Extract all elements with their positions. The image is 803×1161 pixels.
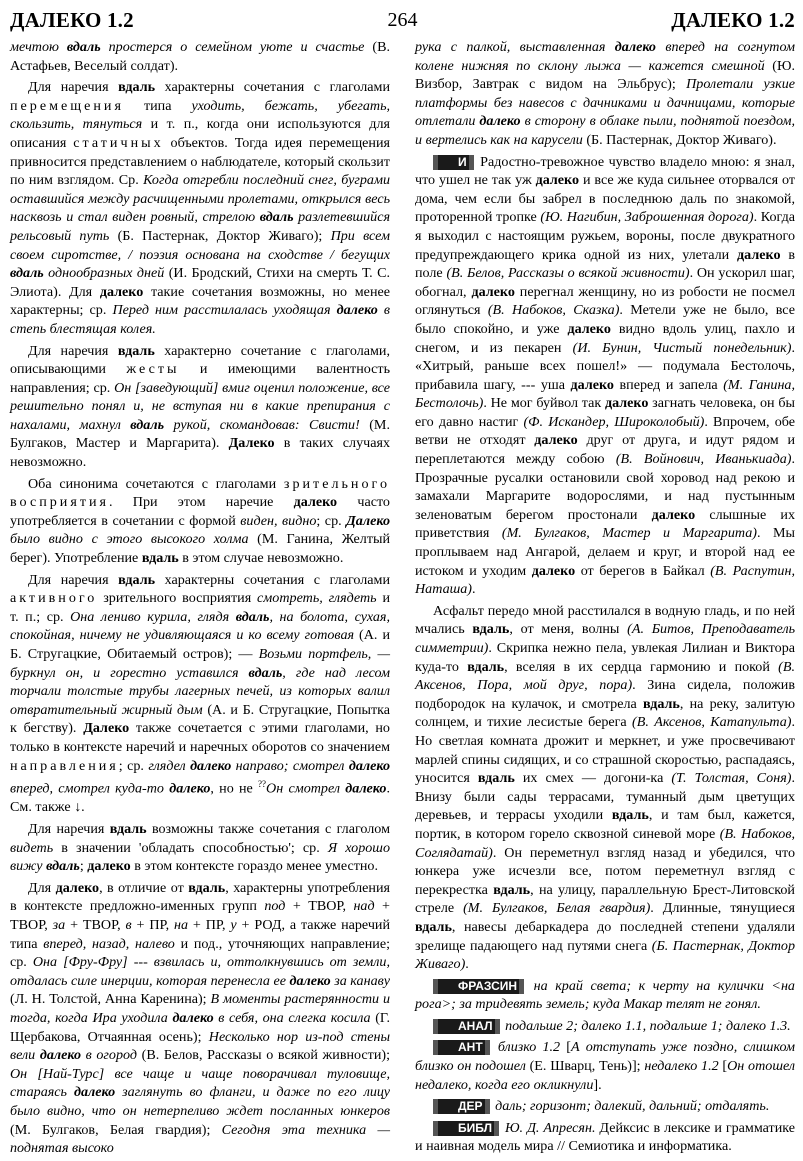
paragraph: АНАЛ подальше 2; далеко 1.1, подальше 1; далеко 1.3.	[415, 1017, 795, 1036]
header-right-entry: ДАЛЕКО 1.2	[671, 7, 795, 32]
paragraph: Оба синонима сочетаются с глаголами зрительного восприятия. При этом наречие далеко часто употребляется в сочетании с формой виден, видно; ср. Далеко было видно с этого высокого холма (М. Ганина, Желтый берег). Употребление вдаль в этом случае невозможно.	[10, 475, 390, 567]
paragraph: БИБЛ Ю. Д. Апресян. Дейксис в лексике и грамматике и наивная модель мира // Семиотика и информатика.	[415, 1119, 795, 1155]
left-column	[10, 38, 390, 1161]
paragraph: рука с палкой, выставленная далеко вперед на согнутом колене нижняя по склону лыжа — кажется смешной (Ю. Визбор, Завтрак с видом на Эльбрус); Пролетали узкие платформы без навесов с дачниками и дачницами, которые отлетали далеко в сторону в облаке пыли, поднятой поездом, и вертелись как на карусели (Б. Пастернак, Доктор Живаго).	[415, 39, 796, 148]
paragraph: Для наречия вдаль характерны сочетания с глаголами перемещения типа уходить, бежать, убегать, скользить, тянуться и т. п., когда они используются для описания статичных объектов. Тогда идея перемещения привносится представлением о наблюдателе, который скользит по ним взглядом. Ср. Когда отгребли последний снег, буграми оставшийся между расчищенными пролетами, открылся весь насквозь и стал виден ровный, стрелою вдаль разлетевшийся рельсовый путь (Б. Пастернак, Доктор Живаго); При всем своем сиротстве, / поэзия основана на сходстве / бегущих вдаль однообразных дней (И. Бродский, Стихи на смерть Т. С. Элиота). Для далеко такие сочетания возможны, но менее характерны; ср. Перед ним расстилалась уходящая далеко в степь блестящая колея.	[10, 79, 391, 337]
right-column	[415, 38, 795, 1161]
paragraph: Для наречия вдаль характерны сочетания с глаголами активного зрительного восприятия смотреть, глядеть и т. п.; ср. Она лениво курила, глядя вдаль, на болота, сухая, спокойная, ничему не удивляющаяся и ко всему готовая (А. и Б. Стругацкие, Обитаемый остров); — Возьми портфель, — буркнул он, и горестно уставился вдаль, где над лесом торчали толстые трубы лагерных печей, из которых валил отвратительный жирный дым (А. и Б. Стругацкие, Попытка к бегству). Далеко также сочетается с этими глаголами, но только в контексте наречий и наречных оборотов со значением направления; ср. глядел далеко направо; смотрел далеко вперед, смотрел куда-то далеко, но не ??Он смотрел далеко. См. также ↓.	[10, 571, 391, 816]
page-number: 264	[387, 8, 418, 31]
paragraph: Для наречия вдаль возможны также сочетания с глаголом видеть в значении 'обладать способностью'; ср. Я хорошо вижу вдаль; далеко в этом контексте гораздо менее уместно.	[10, 821, 390, 875]
header-left-entry: ДАЛЕКО 1.2	[10, 7, 134, 32]
paragraph: Для наречия вдаль характерно сочетание с глаголами, описывающими жесты и имеющими валентность направления; ср. Он [заведующий] вмиг оценил положение, все решительно понял и, не вступая ни в какие препирания с нахалами, махнул вдаль рукой, скомандовав: Свисти! (М. Булгаков, Мастер и Маргарита). Далеко в таких случаях невозможно.	[10, 342, 391, 471]
columns	[10, 38, 795, 1161]
paragraph: И Радостно-тревожное чувство владело мною: я знал, что ушел не так уж далеко и все же куда сильнее оторвался от дома, чем если бы забрел в последнюю даль по знакомой, проторенной тропке (Ю. Нагибин, Заброшенная дорога). Когда я выходил с настоящим ружьем, вороны, после двукратного предупреждающего крика одной из них, улетали далеко в поле (В. Белов, Рассказы о всякой живности). Он ускорил шаг, обогнал, далеко перегнал женщину, но из робости не посмел оглянуться (В. Набоков, Сказка). Метели уже не было, все было спокойно, и уже далеко видно вдоль улиц, пахло и снегом, и из пекарен (И. Бунин, Чистый понедельник). «Хитрый, раньше всех пошел!» — подумала Бестолочь, прибавила шагу, --- уша далеко вперед и запела (М. Ганина, Бестолочь). Не мог буйвол так далеко загнать человека, он бы его давно настиг (Ф. Искандер, Широколобый). Впрочем, обе ветви не отходят далеко друг от друга, и идут рядом и переплетаются между собою (В. Войнович, Иванькиада). Прозрачные русалки остановили свой хоровод над рекою и замахали Маргарите водорослями, и над пустынным зеленоватым берегом простонали далеко слышные их приветствия (М. Булгаков, Мастер и Маргарита). Мы проплываем над Ангарой, делаем и круг, и второй над ее истоком и уходим далеко от берегов в Байкал (В. Распутин, Наташа).	[415, 153, 796, 598]
paragraph: мечтою вдаль простерся о семейном уюте и счастье (В. Астафьев, Веселый солдат).	[10, 39, 390, 74]
paragraph: ФРАЗСИН на край света; к черту на кулички <на рога>; за тридевять земель; куда Макар телят не гонял.	[415, 977, 795, 1013]
running-header	[10, 4, 795, 36]
paragraph: ДЕР даль; горизонт; далекий, дальний; отдалять.	[415, 1097, 795, 1116]
paragraph: АНТ близко 1.2 [А отступать уже поздно, слишком близко он подошел (Е. Шварц, Тень)]; недалеко 1.2 [Он отошел недалеко, когда его окликнули].	[415, 1039, 796, 1093]
paragraph: Асфальт передо мной расстилался в водную гладь, и по ней мчались вдаль, от меня, волны (А. Битов, Преподаватель симметрии). Скрипка нежно пела, увлекая Лилиан и Виктора куда-то вдаль, вселяя в их сердца гармонию и покой (В. Аксенов, Пора, мой друг, пора). Зина сидела, положив подбородок на кулачок, и смотрела вдаль, на реку, залитую солнцем, и тихие лесистые берега (В. Аксенов, Катапульта). Но светлая комната дрожит и меркнет, и уже просвечивают марлей спины сидящих, и со страшной скоростью, распадаясь, уносится вдаль их смех — догони-ка (Т. Толстая, Соня). Внизу были сады террасами, туманный дым цветущих деревьев, и террасы уходили вдаль, и там был, кажется, портик, в котором горело сквозной синевой море (В. Набоков, Соглядатай). Он переметнул взгляд назад и убедился, что юнкера уже исчезли все, потом переметнул взгляд с перекрестка вдаль, на улицу, параллельную Брест-Литовской стреле (М. Булгаков, Белая гвардия). Длинные, тянущиеся вдаль, навесы дебаркадера до последней степени удаляли зрелище падающего над путями снега (Б. Пастернак, Доктор Живаго).	[415, 602, 796, 973]
paragraph: Для далеко, в отличие от вдаль, характерны употребления в контексте предложно-именных групп под + ТВОР, над + ТВОР, за + ТВОР, в + ПР, на + ПР, у + РОД, а также наречий типа вперед, назад, налево и под., уточняющих направление; ср. Она [Фру-Фру] --- взвилась и, оттолкнувшись от земли, отдалась силе инерции, которая перенесла ее далеко за канаву (Л. Н. Толстой, Анна Каренина); В моменты растерянности и тогда, когда Ира уходила далеко в себя, она слегка косила (Г. Щербакова, Отчаянная осень); Несколько нор из-под стены вели далеко в огород (В. Белов, Рассказы о всякой живности); Он [Най-Турс] все чаще и чаще поворачивал туловище, стараясь далеко заглянуть во фланги, и даже по его лицу было видно, что он нетерпеливо ждет посланных юнкеров (М. Булгаков, Белая гвардия); Сегодня эта техника — поднятая высоко	[10, 879, 391, 1157]
